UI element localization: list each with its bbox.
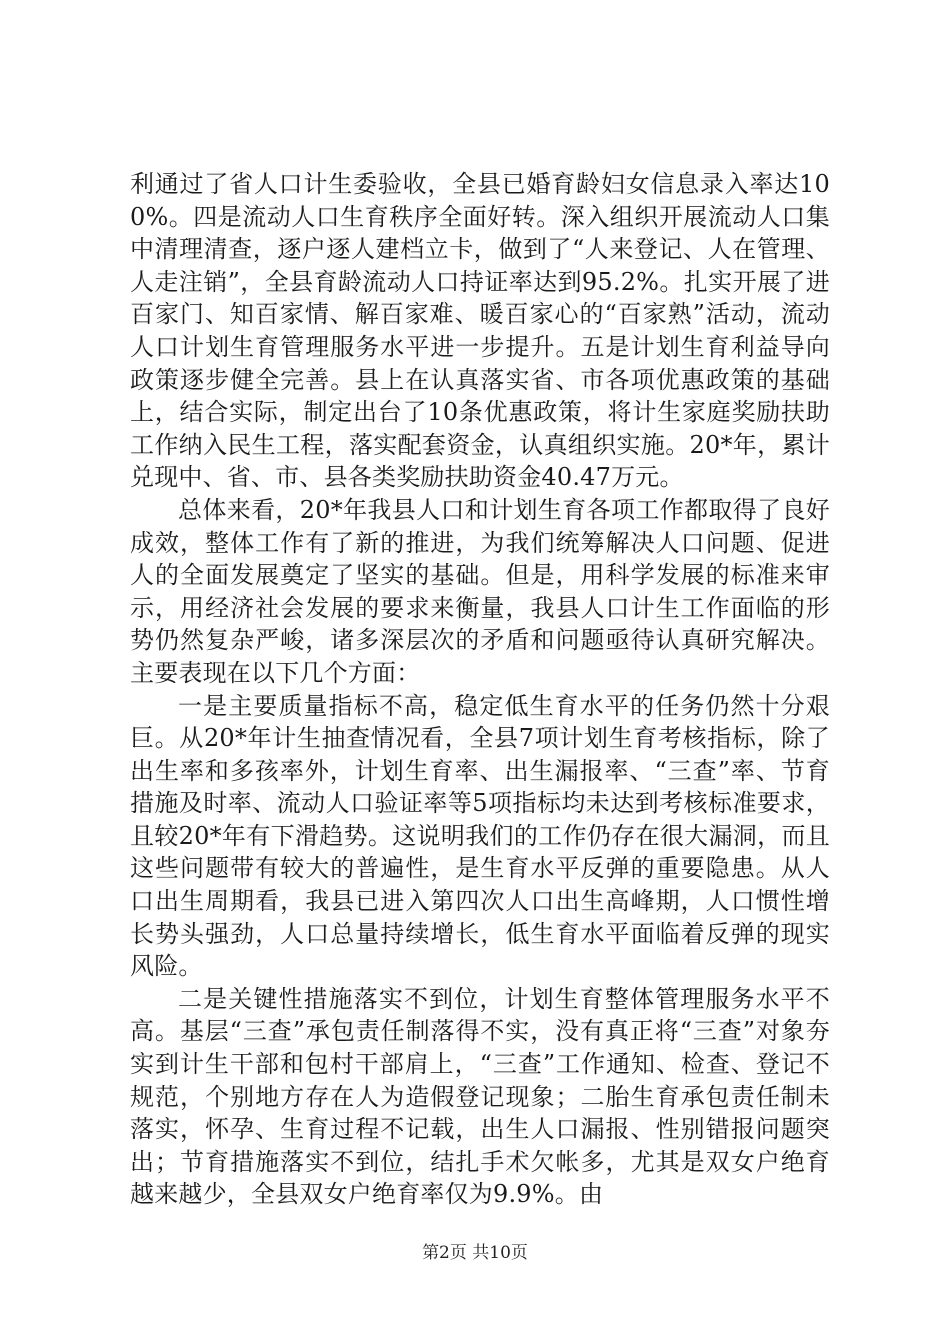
paragraph-2: 总体来看，20*年我县人口和计划生育各项工作都取得了良好成效，整体工作有了新的推进，为我们统筹解决人口问题、促进人的全面发展奠定了坚实的基础。但是，用科学发展的标准来审示，用经济社会发展的要求来衡量，我县人口计生工作面临的形势仍然复杂严峻，诸多深层次的矛盾和问题亟待认真研究解决。主要表现在以下几个方面： [130, 495, 830, 687]
page-footer: 第2页 共10页 [422, 1243, 528, 1263]
document-body [130, 168, 830, 1211]
paragraph-4: 二是关键性措施落实不到位，计划生育整体管理服务水平不高。基层“三查”承包责任制落得不实，没有真正将“三查”对象夯实到计生干部和包村干部肩上，“三查”工作通知、检查、登记不规范，个别地方存在人为造假登记现象；二胎生育承包责任制未落实，怀孕、生育过程不记载，出生人口漏报、性别错报问题突出；节育措施落实不到位，结扎手术欠帐多，尤其是双女户绝育越来越少，全县双女户绝育率仅为9.9%。由 [130, 984, 830, 1209]
paragraph-3: 一是主要质量指标不高，稳定低生育水平的任务仍然十分艰巨。从20*年计生抽查情况看，全县7项计划生育考核指标，除了出生率和多孩率外，计划生育率、出生漏报率、“三查”率、节育措施及时率、流动人口验证率等5项指标均未达到考核标准要求，且较20*年有下滑趋势。这说明我们的工作仍存在很大漏洞，而且这些问题带有较大的普遍性，是生育水平反弹的重要隐患。从人口出生周期看，我县已进入第四次人口出生高峰期，人口惯性增长势头强劲，人口总量持续增长，低生育水平面临着反弹的现实风险。 [130, 691, 830, 981]
paragraph-1: 利通过了省人口计生委验收，全县已婚育龄妇女信息录入率达100%。四是流动人口生育秩序全面好转。深入组织开展流动人口集中清理清查，逐户逐人建档立卡，做到了“人来登记、人在管理、人走注销”，全县育龄流动人口持证率达到95.2%。扎实开展了进百家门、知百家情、解百家难、暖百家心的“百家熟”活动，流动人口计划生育管理服务水平进一步提升。五是计划生育利益导向政策逐步健全完善。县上在认真落实省、市各项优惠政策的基础上，结合实际，制定出台了10条优惠政策，将计生家庭奖励扶助工作纳入民生工程，落实配套资金，认真组织实施。20*年，累计兑现中、省、市、县各类奖励扶助资金40.47万元。 [130, 170, 830, 492]
